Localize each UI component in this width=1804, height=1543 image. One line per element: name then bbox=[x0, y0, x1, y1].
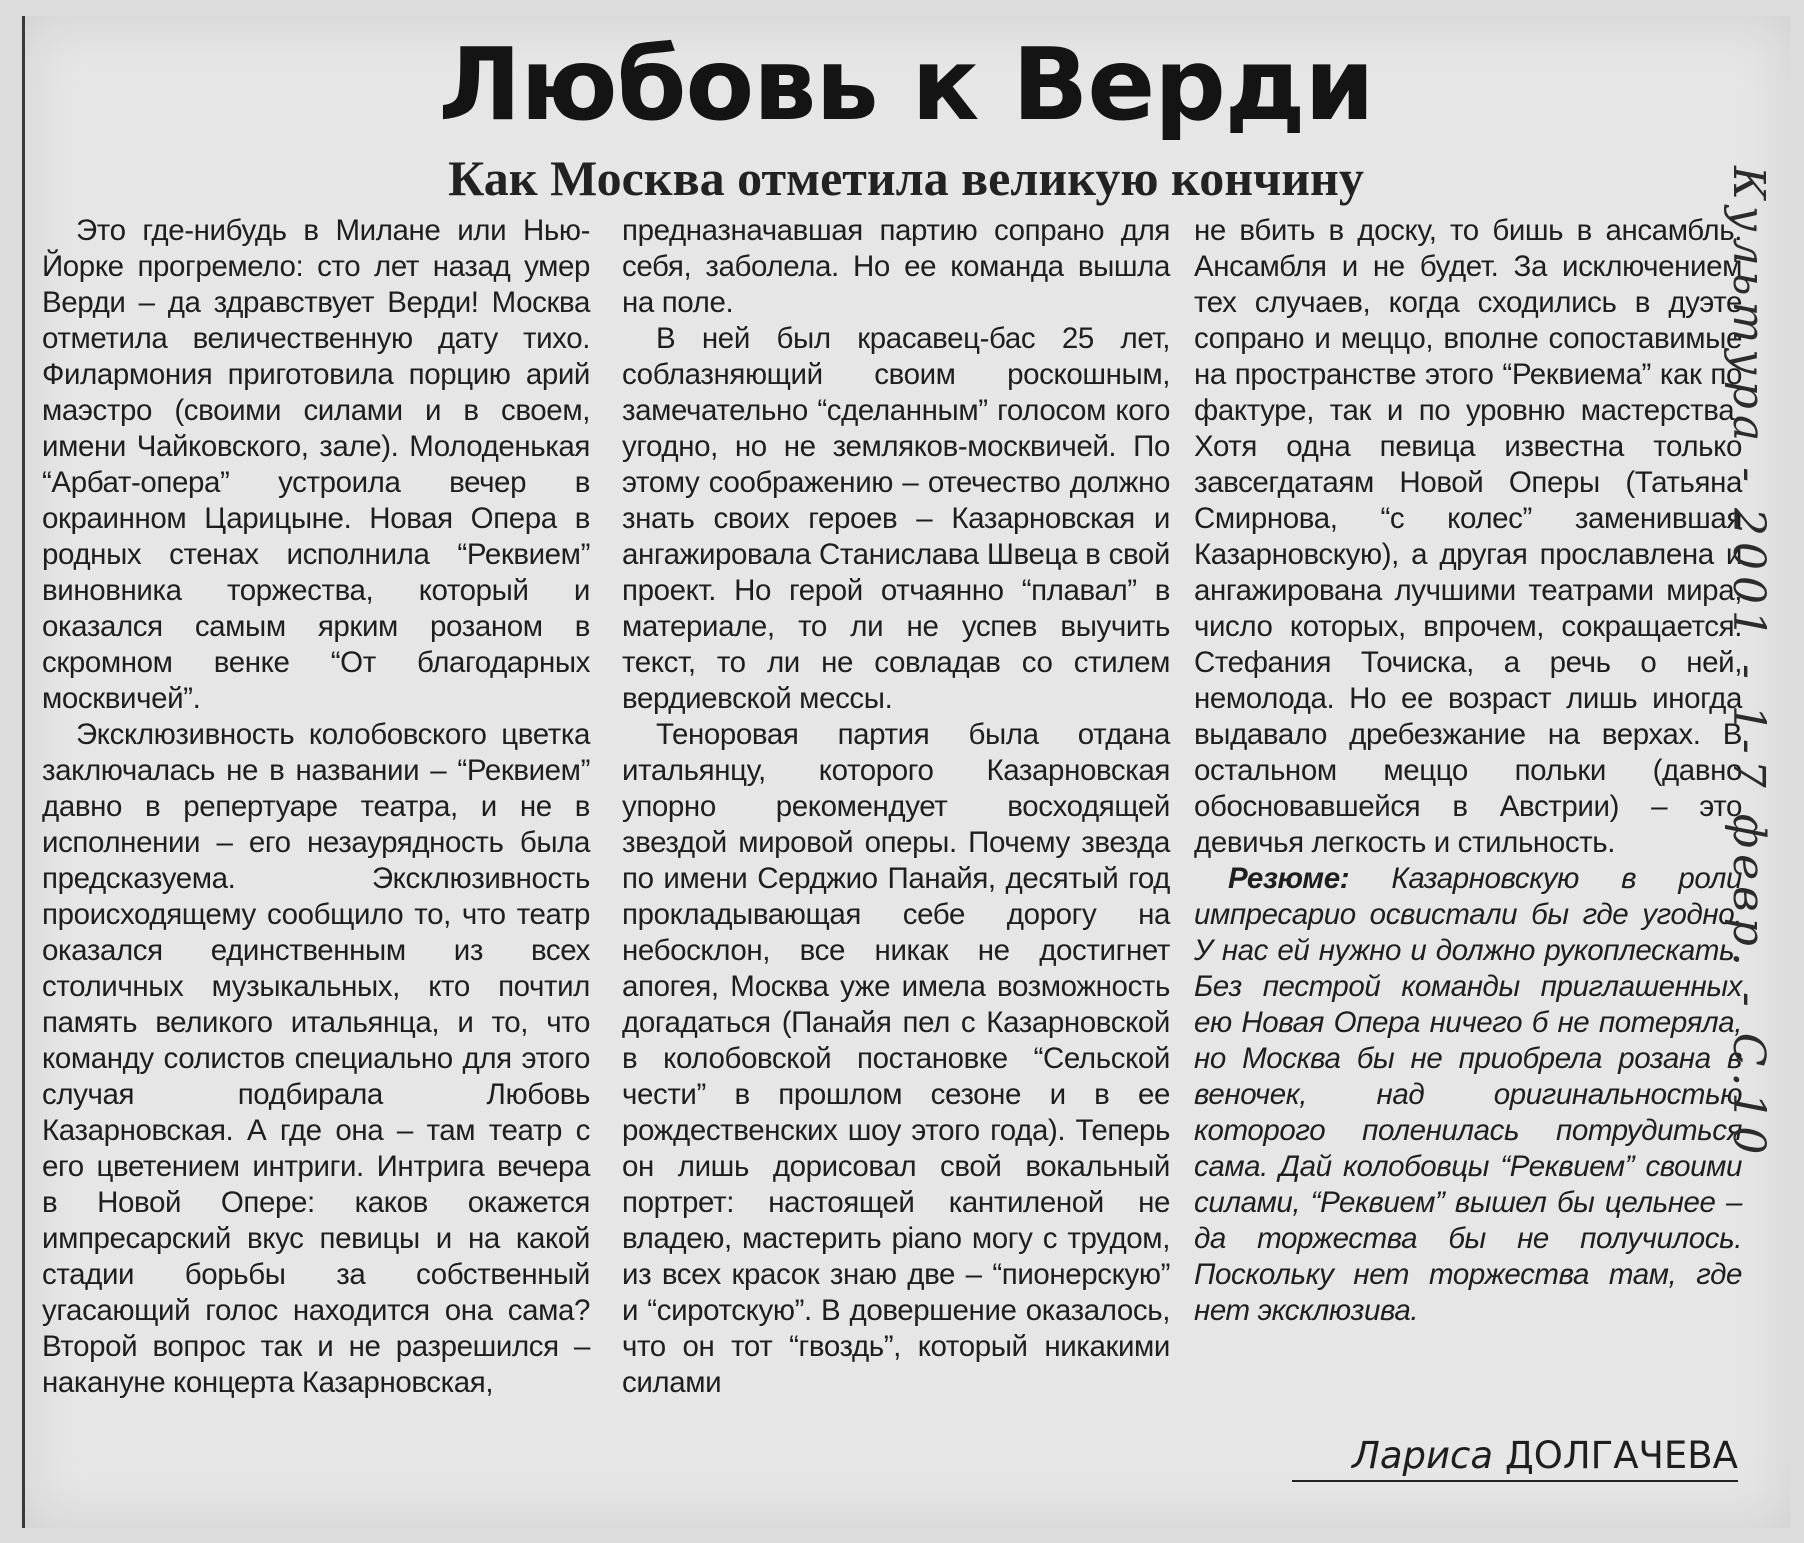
author-first-name: Лариса bbox=[1352, 1434, 1494, 1477]
column-2 bbox=[622, 213, 1170, 1401]
author-byline bbox=[1292, 1434, 1738, 1482]
paragraph: Эксклюзивность колобовского цветка заключалась не в названии – “Реквием” давно в репертуаре театра, и не в исполнении – его незаурядность была предсказуема. Эксклюзивность происходящему сообщило то, что театр оказался единственным из всех столичных музыкальных, кто почтил память великого итальянца, и то, что команду солистов специально для этого случая подбирала Любовь Казарновская. А где она – там театр с его цветением интриги. Интрига вечера в Новой Опере: каков окажется импресарский вкус певицы и на какой стадии борьбы за собственный угасающий голос находится она сама? Второй вопрос так и не разрешился – накануне концерта Казарновская, bbox=[42, 718, 590, 1399]
headline: Любовь к Верди bbox=[438, 26, 1374, 143]
handwritten-annotation: Культура - 2001 - 1-7 февр. - С.10 bbox=[1723, 166, 1774, 1161]
author-last-name: ДОЛГАЧЕВА bbox=[1504, 1434, 1738, 1477]
column-1 bbox=[42, 213, 590, 1401]
resume-text: Казарновскую в роли импресарио освистали бы где угодно. У нас ей нужно и должно рукоплескать. Без пестрой команды приглашенных ею Новая Опера ничего б не потеряла, но Москва бы не приобрела розана в веночек, над оригинальностью которого поленилась потрудиться сама. Дай колобовцы “Реквием” своими силами, “Реквием” вышел бы цельнее – да торжества бы не получилось. Поскольку нет торжества там, где нет эксклюзива. bbox=[1194, 862, 1742, 1327]
paragraph: Это где-нибудь в Милане или Нью-Йорке прогремело: сто лет назад умер Верди – да здравствует Верди! Москва отметила величественную дату тихо. Филармония приготовила порцию арий маэстро (своими силами и в своем, имени Чайковского, зале). Молоденькая “Арбат-опера” устроила вечер в окраинном Царицыне. Новая Опера в родных стенах исполнила “Реквием” виновника торжества, который и оказался самым ярким розаном в скромном венке “От благодарных москвичей”. bbox=[42, 214, 590, 715]
column-rule bbox=[22, 16, 25, 1528]
resume-label: Резюме: bbox=[1228, 862, 1350, 895]
paragraph: В ней был красавец-бас 25 лет, соблазняющий своим роскошным, замечательно “сделанным” голосом кого угодно, но не земляков-москвичей. По этому соображению – отечество должно знать своих героев – Казарновская и ангажировала Станислава Швеца в свой проект. Но герой отчаянно “плавал” в материале, то ли не успев выучить текст, то ли не совладав со стилем вердиевской мессы. bbox=[622, 322, 1170, 715]
paragraph: Теноровая партия была отдана итальянцу, которого Казарновская упорно рекомендует восходящей звездой мировой оперы. Почему звезда по имени Серджио Панайя, десятый год прокладывающая себе дорогу на небосклон, все никак не достигнет апогея, Москва уже имела возможность догадаться (Панайя пел с Казарновской в колобовской постановке “Сельской чести” в прошлом сезоне и в ее рождественских шоу этого года). Теперь он лишь дорисовал свой вокальный портрет: настоящей кантиленой не владею, мастерить piano могу с трудом, из всех красок знаю две – “пионерскую” и “сиротскую”. В довершение оказалось, что он тот “гвоздь”, который никакими силами bbox=[622, 718, 1170, 1399]
paragraph: предназначавшая партию сопрано для себя, заболела. Но ее команда вышла на поле. bbox=[622, 214, 1170, 319]
subheadline: Как Москва отметила великую кончину bbox=[448, 150, 1364, 206]
resume-paragraph bbox=[1194, 861, 1742, 1329]
column-3 bbox=[1194, 213, 1742, 1329]
newspaper-clipping bbox=[22, 16, 1790, 1528]
paragraph: не вбить в доску, то бишь в ансамбль. Ансамбля и не будет. За исключением тех случаев, когда сходились в дуэте сопрано и меццо, вполне сопоставимые на пространстве этого “Реквиема” как по фактуре, так и по уровню мастерства. Хотя одна певица известна только завсегдатаям Новой Оперы (Татьяна Смирнова, “с колес” заменившая Казарновскую), а другая прославлена и ангажирована лучшими театрами мира, число которых, впрочем, сокращается. Стефания Точиска, а речь о ней, немолода. Но ее возраст лишь иногда выдавало дребезжание на верхах. В остальном меццо польки (давно обосновавшейся в Австрии) – это девичья легкость и стильность. bbox=[1194, 214, 1742, 859]
